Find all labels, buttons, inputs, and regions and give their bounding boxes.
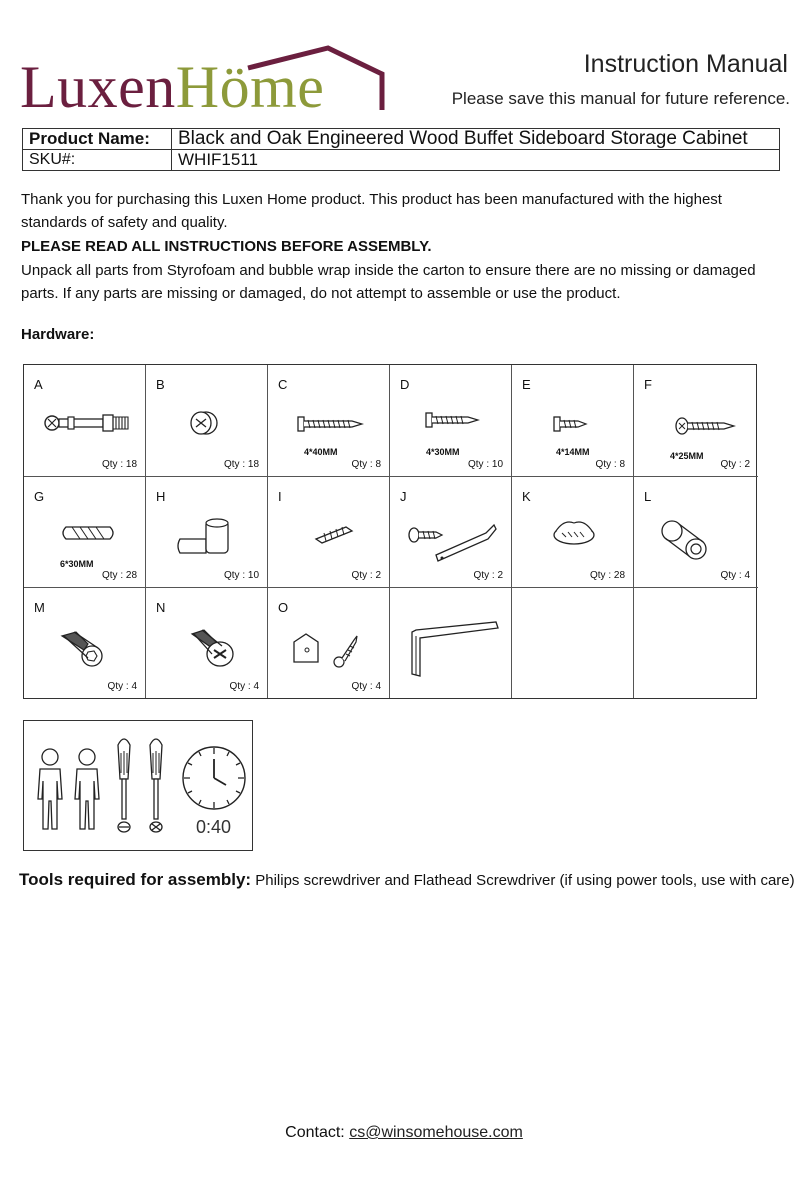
contact-email-link[interactable]: cs@winsomehouse.com xyxy=(349,1124,523,1141)
tools-text: Philips screwdriver and Flathead Screwdriver (if using power tools, use with care) xyxy=(255,872,795,889)
logo-home: Höme xyxy=(175,54,325,120)
wall-anchor-icon xyxy=(312,521,356,545)
hardware-cell-e xyxy=(512,365,634,477)
hardware-letter: A xyxy=(34,377,43,392)
cam-lock-icon xyxy=(188,409,220,437)
unpack-paragraph: Unpack all parts from Styrofoam and bubble wrap inside the carton to ensure there are no missing or damaged parts. If any parts are missing or damaged, do not attempt to assemble or use the product. xyxy=(21,262,756,302)
assembly-warning: PLEASE READ ALL INSTRUCTIONS BEFORE ASSEMBLY. xyxy=(21,238,432,255)
hardware-cell-allen-key xyxy=(390,588,512,698)
hardware-cell-i xyxy=(268,477,390,588)
hardware-qty: Qty : 8 xyxy=(351,459,381,470)
hardware-qty: Qty : 4 xyxy=(107,681,137,692)
sku-label: SKU#: xyxy=(23,150,172,171)
short-screw-icon xyxy=(552,413,588,435)
hardware-cell-a xyxy=(24,365,146,477)
hardware-cell-j xyxy=(390,477,512,588)
hardware-letter: G xyxy=(34,489,45,504)
product-name-row xyxy=(23,129,780,150)
hardware-letter: B xyxy=(156,377,165,392)
hardware-cell-f xyxy=(634,365,758,477)
hardware-qty: Qty : 4 xyxy=(229,681,259,692)
manual-subtitle: Please save this manual for future reference. xyxy=(451,89,790,108)
pan-head-screw-icon xyxy=(674,415,736,437)
phillips-bolt-icon xyxy=(188,626,240,670)
hardware-qty: Qty : 2 xyxy=(720,459,750,470)
hardware-dimension: 4*40MM xyxy=(304,447,338,457)
hardware-cell-m xyxy=(24,588,146,698)
hardware-letter: N xyxy=(156,600,166,615)
hardware-qty: Qty : 8 xyxy=(595,459,625,470)
hardware-cell-empty-2 xyxy=(634,588,758,698)
hardware-cell-b xyxy=(146,365,268,477)
hardware-qty: Qty : 18 xyxy=(101,459,137,470)
hardware-letter: K xyxy=(522,489,531,504)
hardware-qty: Qty : 10 xyxy=(467,459,503,470)
product-info-table xyxy=(22,128,780,171)
clock-icon xyxy=(181,745,247,811)
cam-cover-cap-icon xyxy=(550,517,598,547)
hardware-cell-d xyxy=(390,365,512,477)
hex-bolt-icon xyxy=(58,628,106,670)
hardware-title: Hardware: xyxy=(21,326,95,343)
hardware-cell-o xyxy=(268,588,390,698)
hardware-letter: C xyxy=(278,377,288,392)
hardware-cell-h xyxy=(146,477,268,588)
hardware-letter: D xyxy=(400,377,410,392)
tools-label: Tools required for assembly: xyxy=(19,870,252,889)
hardware-grid xyxy=(23,364,757,699)
contact-line xyxy=(0,1124,808,1142)
manual-title: Instruction Manual xyxy=(583,50,788,78)
hardware-qty: Qty : 28 xyxy=(101,570,137,581)
wooden-dowel-icon xyxy=(60,521,118,545)
anti-tip-strap-icon xyxy=(408,513,504,563)
spacer-sleeve-icon xyxy=(658,517,710,563)
cam-bolt-icon xyxy=(42,409,132,437)
product-name-label: Product Name: xyxy=(23,129,172,150)
hardware-letter: I xyxy=(278,489,282,504)
bracket-and-screw-icon xyxy=(290,628,370,672)
hardware-qty: Qty : 4 xyxy=(720,570,750,581)
hardware-cell-n xyxy=(146,588,268,698)
allen-key-icon xyxy=(408,618,502,680)
thanks-paragraph: Thank you for purchasing this Luxen Home product. This product has been manufactured with the highest standards of safety and quality. xyxy=(21,191,722,231)
hardware-dimension: 4*25MM xyxy=(670,451,704,461)
hardware-dimension: 4*30MM xyxy=(426,447,460,457)
hardware-letter: E xyxy=(522,377,531,392)
hardware-qty: Qty : 18 xyxy=(223,459,259,470)
hardware-letter: H xyxy=(156,489,166,504)
wood-screw-icon xyxy=(296,413,364,435)
hardware-dimension: 6*30MM xyxy=(60,559,94,569)
hardware-cell-c xyxy=(268,365,390,477)
tools-required xyxy=(19,870,795,890)
hardware-letter: O xyxy=(278,600,289,615)
hardware-qty: Qty : 2 xyxy=(473,570,503,581)
hardware-letter: F xyxy=(644,377,652,392)
hardware-qty: Qty : 10 xyxy=(223,570,259,581)
wood-screw-icon xyxy=(424,409,480,431)
sku-row xyxy=(23,150,780,171)
hardware-cell-k xyxy=(512,477,634,588)
logo-luxen: Luxen xyxy=(20,54,176,120)
product-name-value: Black and Oak Engineered Wood Buffet Sideboard Storage Cabinet xyxy=(172,129,780,150)
screwdrivers-icon xyxy=(112,731,172,839)
hardware-dimension: 4*14MM xyxy=(556,447,590,457)
hardware-qty: Qty : 2 xyxy=(351,570,381,581)
shelf-pin-icon xyxy=(176,515,236,557)
hardware-cell-l xyxy=(634,477,758,588)
hardware-letter: L xyxy=(644,489,652,504)
hardware-cell-g xyxy=(24,477,146,588)
assembly-time: 0:40 xyxy=(196,817,232,837)
hardware-cell-empty-1 xyxy=(512,588,634,698)
hardware-qty: Qty : 4 xyxy=(351,681,381,692)
contact-label: Contact: xyxy=(285,1124,345,1141)
brand-logo xyxy=(20,44,392,118)
hardware-letter: M xyxy=(34,600,45,615)
assembly-info-box xyxy=(23,720,253,851)
sku-value: WHIF1511 xyxy=(172,150,780,171)
hardware-letter: J xyxy=(400,489,407,504)
hardware-qty: Qty : 28 xyxy=(589,570,625,581)
